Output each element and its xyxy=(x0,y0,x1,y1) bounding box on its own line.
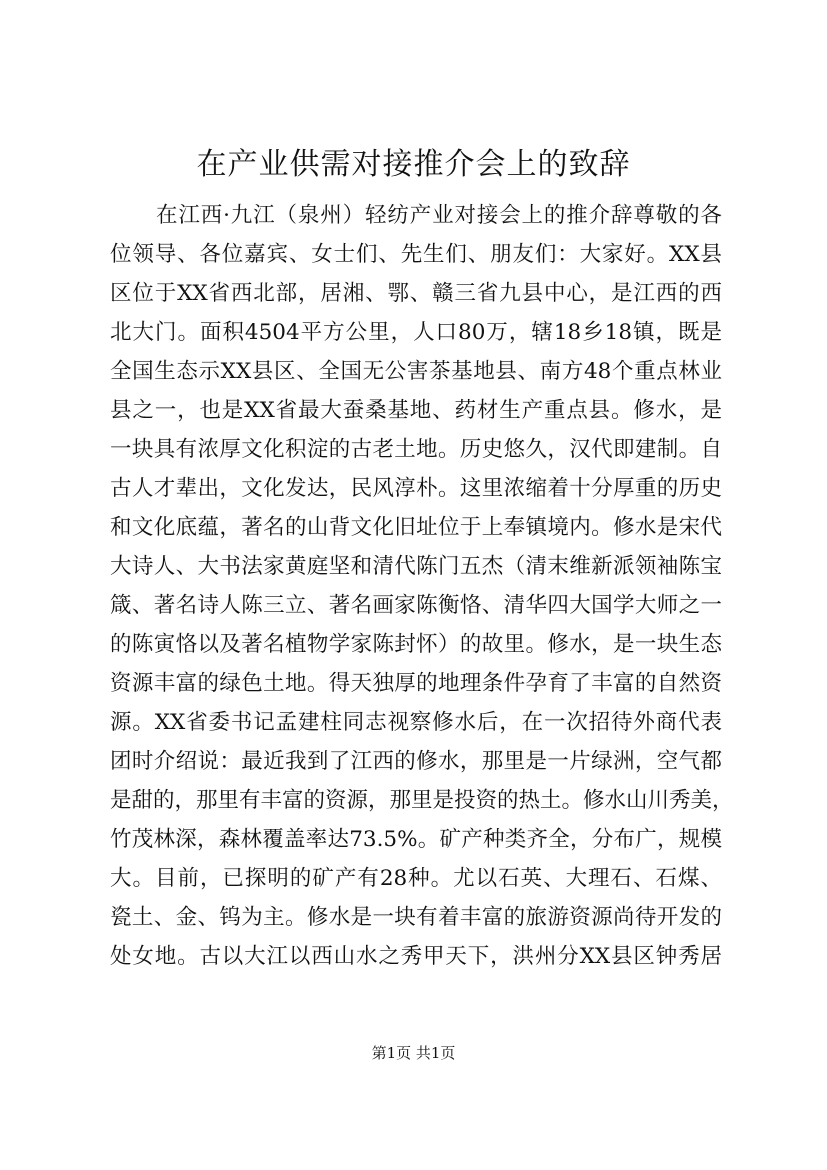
body-line: 竹茂林深，森林覆盖率达73.5%。矿产种类齐全，分布广，规模 xyxy=(110,827,722,852)
document-body xyxy=(110,196,734,976)
body-line: 团时介绍说：最近我到了江西的修水，那里是一片绿洲，空气都 xyxy=(110,749,722,774)
body-line: 全国生态示XX县区、全国无公害茶基地县、南方48个重点林业 xyxy=(110,359,722,384)
body-line: 县之一，也是XX省最大蚕桑基地、药材生产重点县。修水，是 xyxy=(110,398,722,423)
body-line: 箴、著名诗人陈三立、著名画家陈衡恪、清华四大国学大师之一 xyxy=(110,593,722,618)
body-line: 位领导、各位嘉宾、女士们、先生们、朋友们：大家好。XX县 xyxy=(110,242,722,267)
body-line: 北大门。面积4504平方公里，人口80万，辖18乡18镇，既是 xyxy=(110,320,722,345)
body-line: 资源丰富的绿色土地。得天独厚的地理条件孕育了丰富的自然资 xyxy=(110,671,722,696)
body-line: 古人才辈出，文化发达，民风淳朴。这里浓缩着十分厚重的历史 xyxy=(110,476,722,501)
body-line: 在江西·九江（泉州）轻纺产业对接会上的推介辞尊敬的各 xyxy=(156,203,722,228)
body-line: 源。XX省委书记孟建柱同志视察修水后，在一次招待外商代表 xyxy=(110,710,722,735)
body-line: 和文化底蕴，著名的山背文化旧址位于上奉镇境内。修水是宋代 xyxy=(110,515,722,540)
document-title: 在产业供需对接推介会上的致辞 xyxy=(196,147,631,182)
body-line: 大。目前，已探明的矿产有28种。尤以石英、大理石、石煤、 xyxy=(110,866,722,891)
body-line: 处女地。古以大江以西山水之秀甲天下，洪州分XX县区钟秀居 xyxy=(110,944,722,969)
body-line: 是甜的，那里有丰富的资源，那里是投资的热土。修水山川秀美， xyxy=(110,788,734,813)
body-line: 大诗人、大书法家黄庭坚和清代陈门五杰（清末维新派领袖陈宝 xyxy=(110,554,722,579)
page-number-footer: 第1页 共1页 xyxy=(371,1044,456,1062)
body-line: 区位于XX省西北部，居湘、鄂、赣三省九县中心，是江西的西 xyxy=(110,281,722,306)
body-line: 的陈寅恪以及著名植物学家陈封怀）的故里。修水，是一块生态 xyxy=(110,632,722,657)
body-line: 瓷土、金、钨为主。修水是一块有着丰富的旅游资源尚待开发的 xyxy=(110,905,722,930)
body-line: 一块具有浓厚文化积淀的古老土地。历史悠久，汉代即建制。自 xyxy=(110,437,722,462)
